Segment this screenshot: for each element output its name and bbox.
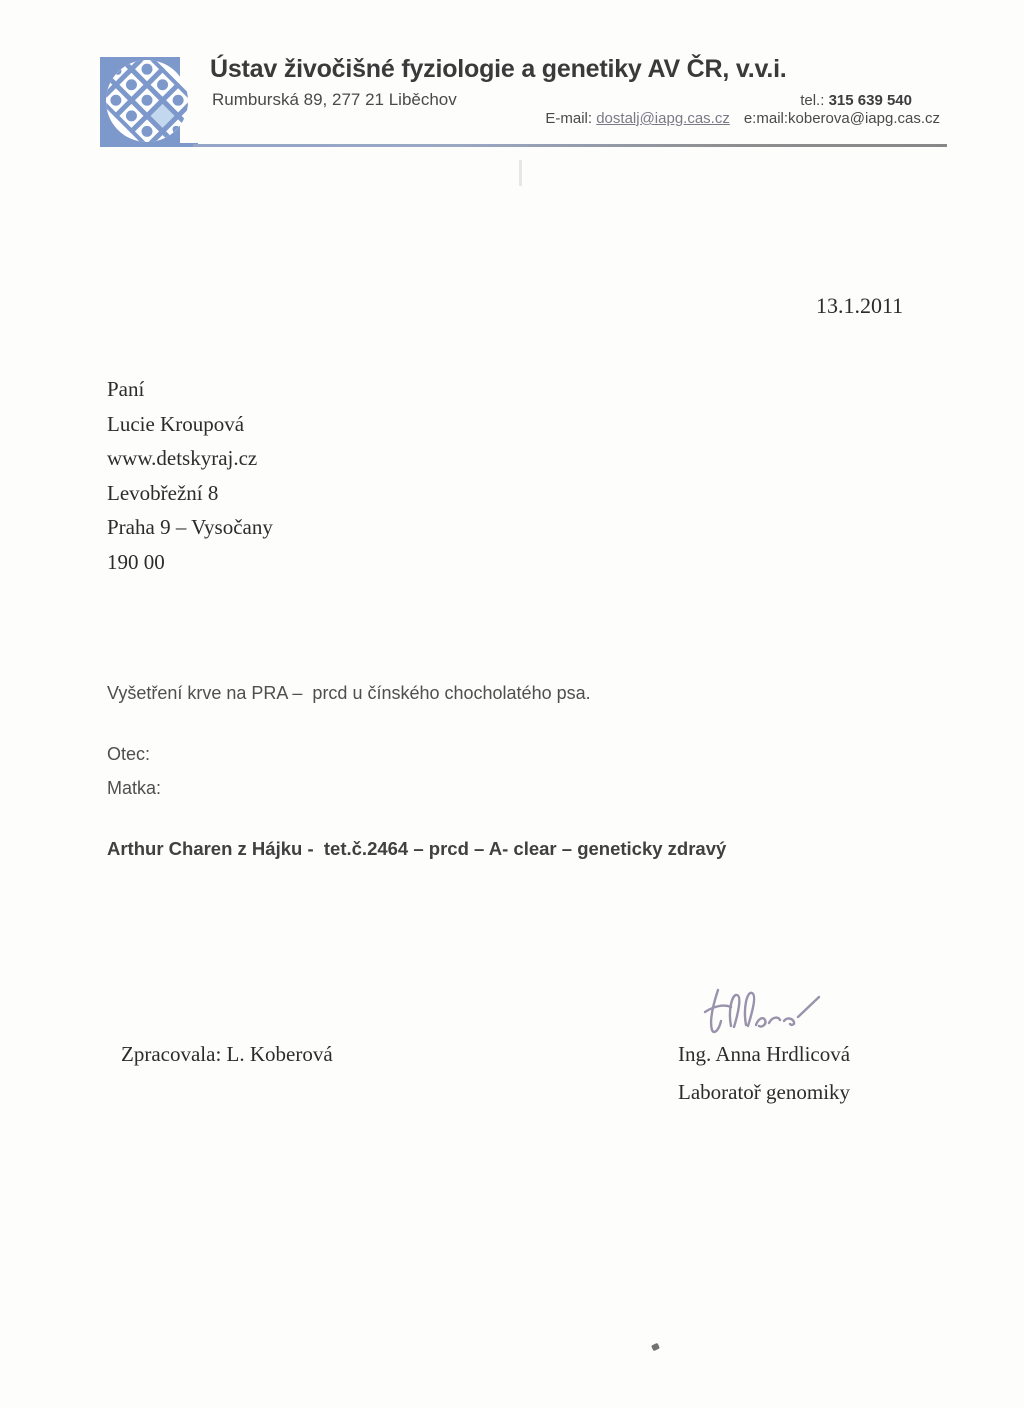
mother-label: Matka: bbox=[107, 778, 162, 798]
institute-logo bbox=[100, 57, 198, 149]
email-link-primary[interactable]: dostalj@iapg.cas.cz bbox=[596, 110, 730, 127]
telephone-line bbox=[800, 92, 912, 109]
signer-department: Laboratoř genomiky bbox=[678, 1080, 851, 1104]
test-result-line: Arthur Charen z Hájku - tet.č.2464 – prcd – A- clear – geneticky zdravý bbox=[107, 838, 727, 859]
tel-label: tel.: bbox=[800, 92, 829, 109]
recipient-web: www.detskyraj.cz bbox=[107, 446, 258, 470]
header-divider bbox=[193, 144, 947, 147]
tel-number: 315 639 540 bbox=[828, 92, 912, 109]
processed-by: Zpracovala: L. Koberová bbox=[121, 1042, 333, 1066]
scan-speck bbox=[651, 1343, 660, 1351]
father-label: Otec: bbox=[107, 744, 151, 764]
scan-smudge bbox=[519, 160, 522, 186]
recipient-city: Praha 9 – Vysočany bbox=[107, 515, 273, 539]
letter-date: 13.1.2011 bbox=[816, 293, 904, 318]
signer-name: Ing. Anna Hrdlicová bbox=[678, 1042, 851, 1066]
recipient-street: Levobřežní 8 bbox=[107, 480, 219, 505]
recipient-zip: 190 00 bbox=[107, 549, 165, 574]
recipient-name: Lucie Kroupová bbox=[107, 411, 245, 436]
institute-sphere-lattice-icon bbox=[100, 57, 198, 149]
recipient-address-block bbox=[107, 372, 273, 579]
institute-address: Rumburská 89, 277 21 Liběchov bbox=[212, 90, 457, 109]
email-line bbox=[545, 110, 940, 127]
institute-name: Ústav živočišné fyziologie a genetiky AV ČR, v.v.i. bbox=[210, 55, 787, 83]
email-label: E-mail: bbox=[545, 110, 597, 127]
recipient-salutation: Paní bbox=[107, 377, 145, 401]
subject-line: Vyšetření krve na PRA – prcd u čínského chocholatého psa. bbox=[107, 683, 591, 703]
email-secondary: e:mail:koberova@iapg.cas.cz bbox=[743, 110, 940, 127]
handwritten-signature-icon bbox=[698, 980, 830, 1042]
